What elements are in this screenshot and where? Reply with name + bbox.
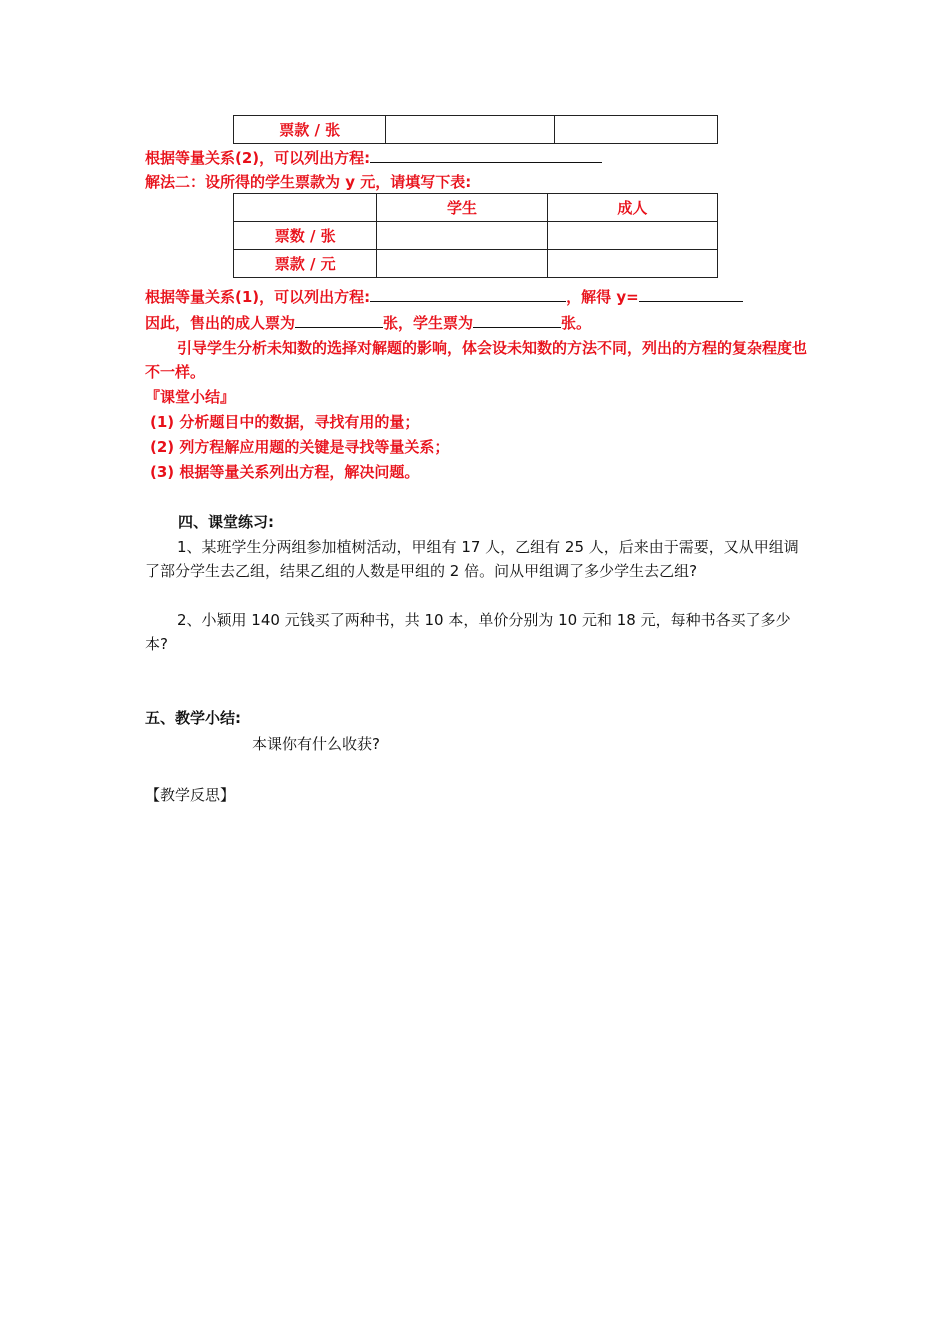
equation-2-line: 根据等量关系(2)，可以列出方程: — [145, 147, 602, 169]
answer-blank[interactable] — [295, 312, 383, 328]
table-cell-empty[interactable] — [554, 116, 717, 144]
table2-header-adult: 成人 — [547, 194, 717, 222]
teaching-summary-question: 本课你有什么收获? — [252, 735, 380, 753]
summary-item: (2) 列方程解应用题的关键是寻找等量关系； — [150, 438, 450, 456]
teaching-summary-title: 五、教学小结: — [145, 709, 241, 727]
practice-title: 四、课堂练习: — [178, 513, 274, 531]
ticket-table-2 — [233, 193, 718, 278]
table-cell-empty[interactable] — [386, 116, 554, 144]
table-row — [234, 116, 718, 144]
table2-row-label: 票数 / 张 — [234, 222, 377, 250]
summary-item: (1) 分析题目中的数据，寻找有用的量； — [150, 413, 420, 431]
table1-row-label: 票款 / 张 — [234, 116, 386, 144]
table2-row-label: 票款 / 元 — [234, 250, 377, 278]
summary-item: (3) 根据等量关系列出方程，解决问题。 — [150, 463, 420, 481]
table2-header-student: 学生 — [377, 194, 547, 222]
table-row — [234, 222, 718, 250]
answer-line: 因此，售出的成人票为 张，学生票为 张。 — [145, 314, 592, 332]
guide-paragraph: 引导学生分析未知数的选择对解题的影响，体会设未知数的方法不同，列出的方程的复杂程度也不一样。 — [145, 339, 808, 381]
table-cell-empty[interactable] — [377, 222, 547, 250]
ticket-table-1 — [233, 115, 718, 144]
table-cell-empty[interactable] — [377, 250, 547, 278]
table-cell-empty[interactable] — [547, 222, 717, 250]
answer-blank[interactable] — [370, 286, 566, 302]
summary-title: 『课堂小结』 — [145, 388, 236, 406]
reflection-heading: 【教学反思】 — [145, 786, 236, 804]
table-row — [234, 250, 718, 278]
table-header-row — [234, 194, 718, 222]
equation-1-line: 根据等量关系(1)，可以列出方程: ，解得 y= — [145, 286, 743, 308]
method-2-line: 解法二：设所得的学生票款为 y 元，请填写下表: — [145, 173, 472, 191]
table2-header-blank — [234, 194, 377, 222]
answer-blank[interactable] — [639, 286, 743, 302]
answer-blank[interactable] — [473, 312, 561, 328]
answer-blank[interactable] — [370, 147, 602, 163]
practice-question-1: 1、某班学生分两组参加植树活动，甲组有 17 人，乙组有 25 人，后来由于需要，又从甲组调了部分学生去乙组，结果乙组的人数是甲组的 2 倍。问从甲组调了多少学生去乙组? — [145, 538, 799, 580]
table-cell-empty[interactable] — [547, 250, 717, 278]
practice-question-2: 2、小颖用 140 元钱买了两种书，共 10 本，单价分别为 10 元和 18 元，每种书各买了多少本? — [145, 611, 791, 653]
